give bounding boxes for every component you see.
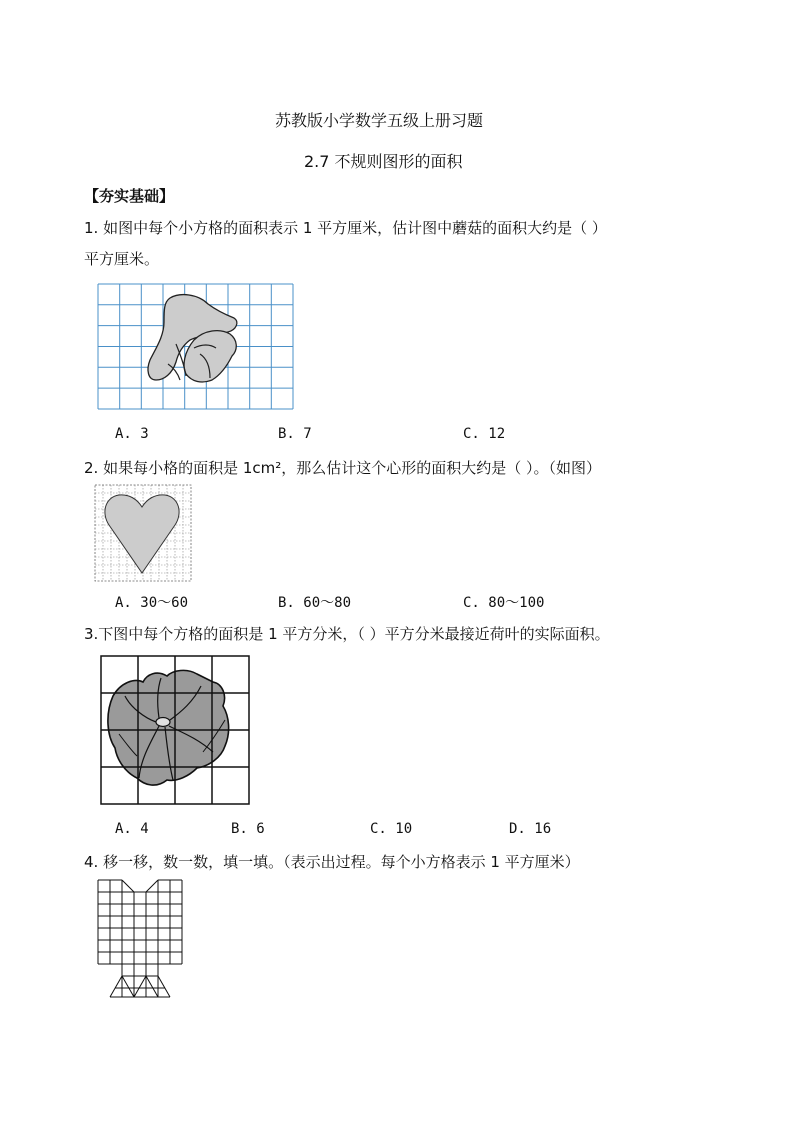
- heart-shape: [105, 495, 179, 573]
- question-3-text: 3.下图中每个方格的面积是 1 平方分米，（ ）平方分米最接近荷叶的实际面积。: [84, 625, 610, 643]
- question-2-option-b[interactable]: B. 60～80: [278, 595, 352, 611]
- question-2-option-a[interactable]: A. 30～60: [115, 595, 189, 611]
- question-1-option-b[interactable]: B. 7: [278, 426, 312, 442]
- question-1-option-a[interactable]: A. 3: [115, 426, 149, 442]
- lesson-title: 2.7 不规则图形的面积: [304, 152, 463, 171]
- question-1-option-c[interactable]: C. 12: [463, 426, 506, 442]
- question-2-option-c[interactable]: C. 80～100: [463, 595, 545, 611]
- question-4-text: 4. 移一移，数一数，填一填。（表示出过程。每个小方格表示 1 平方厘米）: [84, 853, 580, 871]
- question-2-text: 2. 如果每小格的面积是 1cm²，那么估计这个心形的面积大约是（ ）。（如图）: [84, 459, 602, 477]
- question-3-option-c[interactable]: C. 10: [370, 821, 413, 837]
- book-title: 苏教版小学数学五级上册习题: [275, 111, 484, 130]
- question-3-option-a[interactable]: A. 4: [115, 821, 149, 837]
- section-label: 【夯实基础】: [84, 187, 175, 205]
- question-1-text-cont: 平方厘米。: [84, 250, 160, 268]
- heart-figure: [95, 485, 191, 581]
- question-3-option-b[interactable]: B. 6: [231, 821, 265, 837]
- house-shape-figure: [98, 880, 182, 1000]
- question-1-text: 1. 如图中每个小方格的面积表示 1 平方厘米，估计图中蘑菇的面积大约是（ ）: [84, 219, 607, 237]
- lotus-leaf-figure: [101, 656, 249, 804]
- question-3-option-d[interactable]: D. 16: [509, 821, 552, 837]
- lotus-leaf-shape: [108, 670, 229, 785]
- mushroom-figure: [98, 284, 293, 409]
